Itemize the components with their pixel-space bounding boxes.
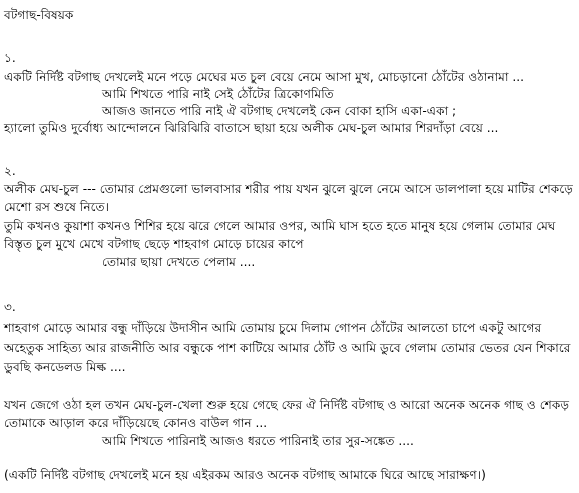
section-number: ১. — [4, 51, 16, 65]
section-number: ৩. — [4, 300, 16, 314]
poem-line: আমি শিখতে পারিনাই আজও ধরতে পারিনাই তার সুর-সঙ্কেত .... — [102, 434, 414, 448]
section-number: ২. — [4, 164, 16, 178]
poem-line: বিস্তৃত চুল মুখে মেখে বটগাছ ছেড়ে শাহবাগ মোড়ে চায়ের কাপে — [4, 237, 304, 251]
poem-line: যখন জেগে ওঠা হল তখন মেঘ-চুল-খেলা শুরু হয়ে গেছে ফের ঐ নির্দিষ্ট বটগাছ ও আরো অনেক অনেক গাছ ও শেকড় — [4, 398, 570, 412]
poem-line: ডুবছি কনডেলড মিল্ক .... — [4, 360, 126, 374]
poem-line: তুমি কখনও কুয়াশা কখনও শিশির হয়ে ঝরে গেলে আমার ওপর, আমি ঘাস হতে হতে মানুষ হয়ে গেলাম তোমার মেঘ — [4, 219, 556, 233]
poem-line: মেশো রস শুষে নিতে। — [4, 200, 110, 214]
footer-note: (একটি নির্দিষ্ট বটগাছ দেখলেই মনে হয় এইরকম আরও অনেক বটগাছ আমাকে ঘিরে আছে সারাক্ষণ।) — [4, 468, 486, 482]
poem-line: শাহবাগ মোড়ে আমার বন্ধু দাঁড়িয়ে উদাসীন আমি তোমায় চুমে দিলাম গোপন ঠোঁটের আলতো চাপে একটু আগের — [4, 321, 542, 335]
poem-line: আমি শিখতে পারি নাই সেই ঠোঁটের ত্রিকোণমিতি — [102, 87, 334, 101]
poem-line: তোমার ছায়া দেখতে পেলাম .... — [102, 255, 256, 269]
poem-line: হ্যালো তুমিও দুর্বোধ্য আন্দোলনে ঝিরিঝিরি বাতাসে ছায়া হয়ে অলীক মেঘ-চুল আমার শিরদাঁড়া বেয়ে ... — [4, 121, 499, 135]
document-title: বটগাছ-বিষয়ক — [4, 8, 74, 22]
poem-line: আজও জানতে পারি নাই ঐ বটগাছ দেখলেই কেন বোকা হাসি একা-একা ; — [102, 104, 457, 118]
poem-line: একটি নির্দিষ্ট বটগাছ দেখলেই মনে পড়ে মেঘের মত চুল বেয়ে নেমে আসা মুখ, মোচড়ানো ঠোঁটের ওঠানামা ... — [4, 70, 524, 84]
poem-line: তোমাকে আড়াল করে দাঁড়িয়েছে কোনও বাউল গান ... — [4, 416, 268, 430]
poem-line: অলীক মেঘ-চুল --- তোমার প্রেমগুলো ভালবাসার শরীর পায় যখন ঝুলে ঝুলে নেমে আসে ডালপালা হয়ে মাটির শেকড়ে — [4, 182, 573, 196]
poem-line: অহেতুক সাহিত্য আর রাজনীতি আর বন্ধুকে পাশ কাটিয়ে আমার ঠোঁট ও আমি ডুবে গেলাম তোমার ভেতর যেন শিকারে — [4, 341, 571, 355]
